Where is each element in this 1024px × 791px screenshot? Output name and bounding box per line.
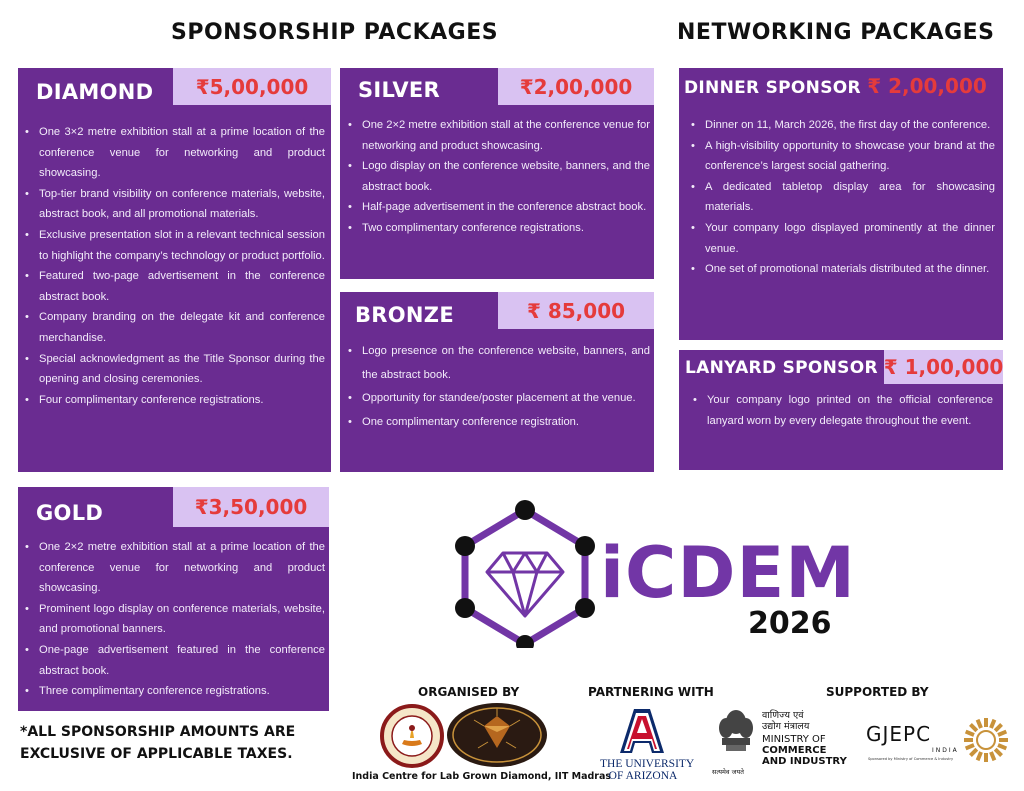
- university-of-arizona-name: [600, 758, 695, 782]
- benefit-item: • Exclusive presentation slot in a relevant technical session to highlight the company’s technology or product portfolio.: [23, 225, 325, 266]
- lanyard-benefits-list: [691, 390, 993, 431]
- dinner-sponsor-name: DINNER SPONSOR: [684, 78, 861, 98]
- gold-package-price: ₹3,50,000: [173, 487, 329, 527]
- benefit-item: • One complimentary conference registration.: [346, 411, 650, 435]
- ministry-en-line-1: MINISTRY OF: [762, 734, 826, 745]
- tax-note: [20, 721, 295, 765]
- ministry-en-line-3: AND INDUSTRY: [762, 756, 847, 767]
- silver-package-price: ₹2,00,000: [498, 68, 654, 105]
- benefit-item: • One-page advertisement featured in the conference abstract book.: [23, 640, 325, 681]
- benefit-item: • A high-visibility opportunity to showcase your brand at the conference’s largest social gathering.: [689, 136, 995, 177]
- gold-package-name: GOLD: [36, 501, 104, 525]
- supported-by-label: SUPPORTED BY: [826, 685, 929, 699]
- icdem-logo-text: iCDEM: [600, 532, 856, 614]
- organised-by-label: ORGANISED BY: [418, 685, 520, 699]
- benefit-item: • Top-tier brand visibility on conference materials, website, abstract book, and all promotional materials.: [23, 184, 325, 225]
- tax-note-line-2: EXCLUSIVE OF APPLICABLE TAXES.: [20, 746, 293, 762]
- bronze-package-price: ₹ 85,000: [498, 292, 654, 329]
- silver-package-name: SILVER: [358, 78, 440, 102]
- dinner-benefits-list: [689, 115, 995, 280]
- dinner-sponsor-card: [679, 68, 1003, 340]
- benefit-item: • Your company logo displayed prominently at the dinner venue.: [689, 218, 995, 259]
- ua-line-1: THE UNIVERSITY: [600, 758, 695, 770]
- lanyard-sponsor-name: LANYARD SPONSOR: [685, 358, 878, 378]
- sponsorship-heading: SPONSORSHIP PACKAGES: [171, 20, 499, 45]
- benefit-item: • Logo display on the conference website, banners, and the abstract book.: [346, 156, 650, 197]
- benefit-item: • Three complimentary conference registrations.: [23, 681, 325, 702]
- benefit-item: • Dinner on 11, March 2026, the first day of the conference.: [689, 115, 995, 136]
- networking-heading: NETWORKING PACKAGES: [677, 20, 995, 45]
- gold-package-card: [18, 487, 329, 711]
- diamond-package-card: [18, 68, 331, 472]
- ministry-en-line-2: COMMERCE: [762, 745, 827, 756]
- partnering-with-label: PARTNERING WITH: [588, 685, 714, 699]
- tax-note-line-1: *ALL SPONSORSHIP AMOUNTS ARE: [20, 724, 296, 740]
- gjepc-logo-subtext: INDIA: [932, 747, 959, 754]
- ministry-hindi-line-1: वाणिज्य एवं: [762, 710, 804, 721]
- benefit-item: • One set of promotional materials distributed at the dinner.: [689, 259, 995, 280]
- bronze-benefits-list: [346, 340, 650, 434]
- lab-grown-diamond-centre-emblem-icon: [446, 702, 548, 768]
- benefit-item: • Half-page advertisement in the conference abstract book.: [346, 197, 650, 218]
- benefit-item: • Opportunity for standee/poster placement at the venue.: [346, 387, 650, 411]
- diamond-package-price: ₹5,00,000: [173, 68, 331, 105]
- bronze-package-card: [340, 292, 654, 472]
- ministry-name-hindi: [762, 710, 809, 732]
- benefit-item: • Featured two-page advertisement in the conference abstract book.: [23, 266, 325, 307]
- benefit-item: • Your company logo printed on the official conference lanyard worn by every delegate throughout the event.: [691, 390, 993, 431]
- lanyard-sponsor-card: [679, 350, 1003, 470]
- silver-package-card: [340, 68, 654, 279]
- bronze-package-name: BRONZE: [355, 303, 454, 327]
- lanyard-sponsor-price: ₹ 1,00,000: [884, 350, 1003, 384]
- benefit-item: • One 2×2 metre exhibition stall at a prime location of the conference venue for networking and product showcasing.: [23, 537, 325, 599]
- dinner-sponsor-price: ₹ 2,00,000: [867, 74, 987, 98]
- gold-benefits-list: [23, 537, 325, 702]
- national-emblem-icon: [716, 706, 756, 762]
- icdem-diamond-hexagon-icon: [455, 498, 605, 648]
- benefit-item: • Prominent logo display on conference materials, website, and promotional banners.: [23, 599, 325, 640]
- benefit-item: • Logo presence on the conference website, banners, and the abstract book.: [346, 340, 650, 387]
- gjepc-logo-text: GJEPC: [866, 722, 932, 746]
- benefit-item: • Special acknowledgment as the Title Sponsor during the opening and closing ceremonies.: [23, 349, 325, 390]
- iit-madras-seal-icon: [380, 704, 444, 768]
- ministry-name-english: [762, 734, 847, 767]
- benefit-item: • Two complimentary conference registrations.: [346, 218, 650, 239]
- benefit-item: • Four complimentary conference registrations.: [23, 390, 325, 411]
- emblem-motto: सत्यमेव जयते: [712, 768, 744, 776]
- diamond-package-name: DIAMOND: [36, 80, 154, 104]
- ministry-hindi-line-2: उद्योग मंत्रालय: [762, 721, 810, 732]
- benefit-item: • A dedicated tabletop display area for showcasing materials.: [689, 177, 995, 218]
- benefit-item: • One 2×2 metre exhibition stall at the conference venue for networking and product showcasing.: [346, 115, 650, 156]
- gjepc-tagline: Sponsored by Ministry of Commerce & Industry: [868, 757, 954, 761]
- university-of-arizona-logo-icon: [614, 705, 670, 755]
- gjepc-sunburst-icon: [962, 716, 1010, 764]
- benefit-item: • Company branding on the delegate kit and conference merchandise.: [23, 307, 325, 348]
- benefit-item: • One 3×2 metre exhibition stall at a prime location of the conference venue for networking and product showcasing.: [23, 122, 325, 184]
- silver-benefits-list: [346, 115, 650, 239]
- diamond-benefits-list: [23, 122, 325, 410]
- organiser-caption: India Centre for Lab Grown Diamond, IIT Madras: [352, 771, 612, 782]
- icdem-logo-year: 2026: [748, 606, 832, 641]
- ua-line-2: OF ARIZONA: [608, 770, 678, 782]
